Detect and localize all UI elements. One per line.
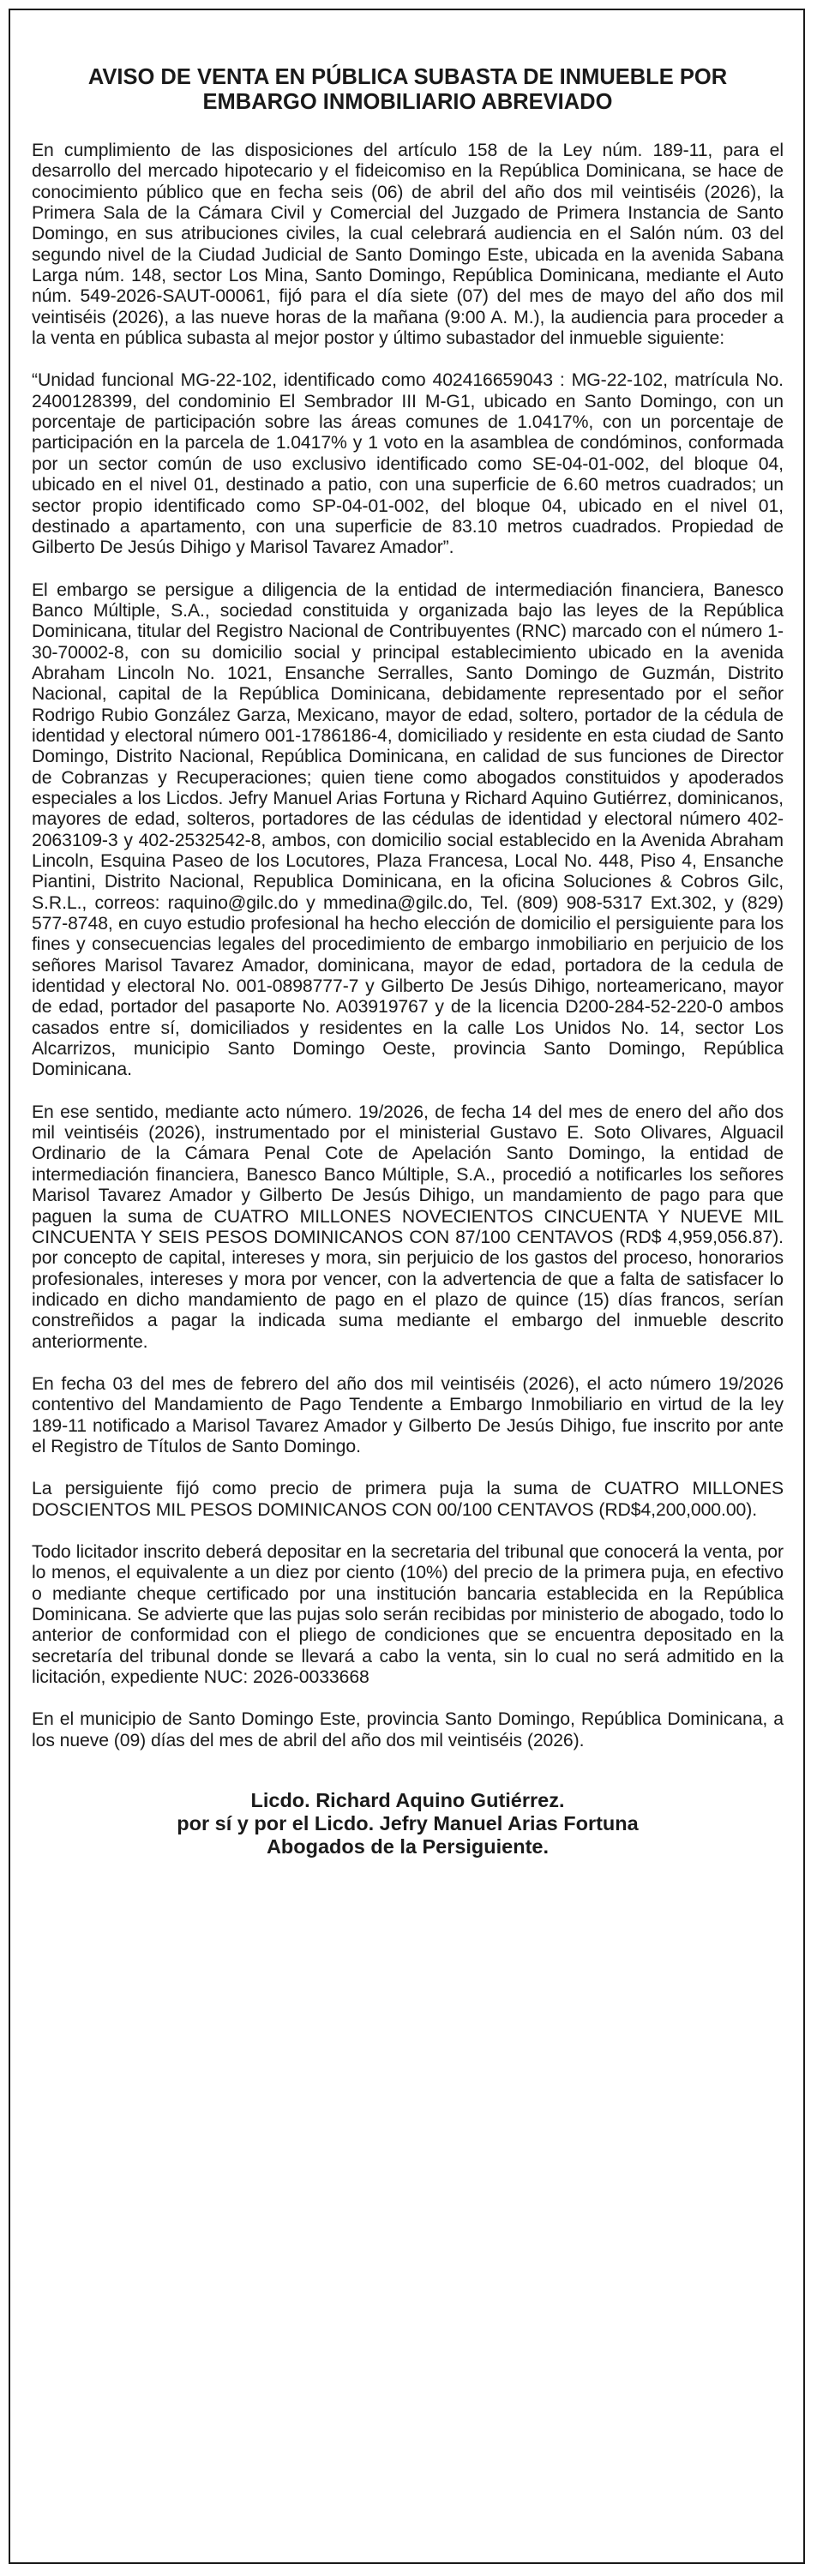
- signature-on-behalf: por sí y por el Licdo. Jefry Manuel Arias Fortuna: [177, 1812, 639, 1835]
- paragraph-registration: En fecha 03 del mes de febrero del año dos mil veintiséis (2026), el acto número 19/2026 contentivo del Mandamiento de Pago Tendente a Embargo Inmobiliario en virtud de la ley 189-11 notificado a Marisol Tavarez Amador y Gilberto De Jesús Dihigo, fue inscrito por ante el Registro de Títulos de Santo Domingo.: [32, 1373, 784, 1456]
- signature-role: Abogados de la Persiguiente.: [266, 1835, 550, 1858]
- signature-name: Licdo. Richard Aquino Gutiérrez.: [250, 1789, 565, 1812]
- paragraph-first-bid-price: La persiguiente fijó como precio de primera puja la suma de CUATRO MILLONES DOSCIENTOS MIL PESOS DOMINICANOS CON 00/100 CENTAVOS (RD$4,200,000.00).: [32, 1479, 784, 1520]
- paragraph-property-description: “Unidad funcional MG-22-102, identificado como 402416659043 : MG-22-102, matrícula No. 2400128399, del condominio El Sembrador III M-G1, ubicado en Santo Domingo, con un porcentaje de participación sobre las áreas comunes de 1.0417%, con un porcentaje de participación en la parcela de 1.0417% y 1 voto en la asamblea de condóminos, conformada por un sector común de uso exclusivo identificado como SE-04-01-002, del bloque 04, ubicado en el nivel 01, destinado a patio, con una superficie de 6.60 metros cuadrados; un sector propio identificado como SP-04-01-002, del bloque 04, ubicado en el nivel 01, destinado a apartamento, con una superficie de 83.10 metros cuadrados. Propiedad de Gilberto De Jesús Dihigo y Marisol Tavarez Amador”.: [32, 370, 784, 558]
- paragraph-place-and-date: En el municipio de Santo Domingo Este, provincia Santo Domingo, República Dominicana, a los nueve (09) días del mes de abril del año dos mil veintiséis (2026).: [32, 1709, 784, 1750]
- notice-title-line-2: EMBARGO INMOBILIARIO ABREVIADO: [202, 90, 613, 114]
- paragraph-bidder-deposit: Todo licitador inscrito deberá depositar en la secretaria del tribunal que conocerá la venta, por lo menos, el equivalente a un diez por ciento (10%) del precio de la primera puja, en efectivo o mediante cheque certificado por una institución bancaria establecida en la República Dominicana. Se advierte que las pujas solo serán recibidas por ministerio de abogado, todo lo anterior de conformidad con el pliego de condiciones que se encuentra depositado en la secretaría del tribunal donde se llevará a cabo la venta, sin lo cual no será admitido en la licitación, expediente NUC: 2026-0033668: [32, 1541, 784, 1688]
- paragraph-auction-schedule: En cumplimiento de las disposiciones del artículo 158 de la Ley núm. 189-11, para el desarrollo del mercado hipotecario y el fideicomiso en la República Dominicana, se hace de conocimiento público que en fecha seis (06) de abril del año dos mil veintiséis (2026), la Primera Sala de la Cámara Civil y Comercial del Juzgado de Primera Instancia de Santo Domingo, en sus atribuciones civiles, la cual celebrará audiencia en el Salón núm. 03 del segundo nivel de la Ciudad Judicial de Santo Domingo Este, ubicada en la avenida Sabana Larga núm. 148, sector Los Mina, Santo Domingo, República Dominicana, mediante el Auto núm. 549-2026-SAUT-00061, fijó para el día siete (07) del mes de mayo del año dos mil veintiséis (2026), a las nueve horas de la mañana (9:00 A. M.), la audiencia para proceder a la venta en pública subasta al mejor postor y último subastador del inmueble siguiente:: [32, 141, 784, 349]
- paragraph-pursuing-party: El embargo se persigue a diligencia de la entidad de intermediación financiera, Banesco Banco Múltiple, S.A., sociedad constituida y organizada bajo las leyes de la República Dominicana, titular del Registro Nacional de Contribuyentes (RNC) marcado con el número 1-30-70002-8, con su domicilio social y principal establecimiento ubicado en la avenida Abraham Lincoln No. 1021, Ensanche Serralles, Santo Domingo de Guzmán, Distrito Nacional, capital de la República Dominicana, debidamente representado por el señor Rodrigo Rubio González Garza, Mexicano, mayor de edad, soltero, portador de la cédula de identidad y electoral número 001-1786186-4, domiciliado y residente en esta ciudad de Santo Domingo, Distrito Nacional, República Dominicana, en calidad de sus funciones de Director de Cobranzas y Recuperaciones; quien tiene como abogados constituidos y apoderados especiales a los Licdos. Jefry Manuel Arias Fortuna y Richard Aquino Gutiérrez, dominicanos, mayores de edad, solteros, portadores de las cédulas de identidad y electoral número 402-2063109-3 y 402-2532542-8, ambos, con domicilio social establecido en la Avenida Abraham Lincoln, Esquina Paseo de los Locutores, Plaza Francesa, Local No. 448, Piso 4, Ensanche Piantini, Distrito Nacional, Republica Dominicana, en la oficina Soluciones & Cobros Gilc, S.R.L., correos: raquino@gilc.do y mmedina@gilc.do, Tel. (809) 908-5317 Ext.302, y (829) 577-8748, en cuyo estudio profesional ha hecho elección de domicilio el persiguiente para los fines y consecuencias legales del procedimiento de embargo inmobiliario en perjuicio de los señores Marisol Tavarez Amador, dominicana, mayor de edad, portadora de la cedula de identidad y electoral No. 001-0898777-7 y Gilberto De Jesús Dihigo, norteamericano, mayor de edad, portador del pasaporte No. A03919767 y de la licencia D200-284-52-220-0 ambos casados entre sí, domiciliados y residentes en la calle Los Unidos No. 14, sector Los Alcarrizos, municipio Santo Domingo Oeste, provincia Santo Domingo, República Dominicana.: [32, 579, 784, 1080]
- notice-title: [32, 65, 784, 115]
- notice-body: [32, 65, 784, 1858]
- legal-notice: [9, 9, 805, 2564]
- notice-title-line-1: AVISO DE VENTA EN PÚBLICA SUBASTA DE INMUEBLE POR: [87, 65, 728, 89]
- paragraph-payment-order: En ese sentido, mediante acto número. 19/2026, de fecha 14 del mes de enero del año dos mil veintiséis (2026), instrumentado por el ministerial Gustavo E. Soto Olivares, Alguacil Ordinario de la Cámara Penal Cote de Apelación Santo Domingo, la entidad de intermediación financiera, Banesco Banco Múltiple, S.A., procedió a notificarles los señores Marisol Tavarez Amador y Gilberto De Jesús Dihigo, un mandamiento de pago para que paguen la suma de CUATRO MILLONES NOVECIENTOS CINCUENTA Y NUEVE MIL CINCUENTA Y SEIS PESOS DOMINICANOS CON 87/100 CENTAVOS (RD$ 4,959,056.87). por concepto de capital, intereses y mora, sin perjuicio de los gastos del proceso, honorarios profesionales, intereses y mora por vencer, con la advertencia de que a falta de satisfacer lo indicado en dicho mandamiento de pago en el plazo de quince (15) días francos, serían constreñidos a pagar la indicada suma mediante el embargo del inmueble descrito anteriormente.: [32, 1102, 784, 1352]
- signature-block: [32, 1789, 784, 1858]
